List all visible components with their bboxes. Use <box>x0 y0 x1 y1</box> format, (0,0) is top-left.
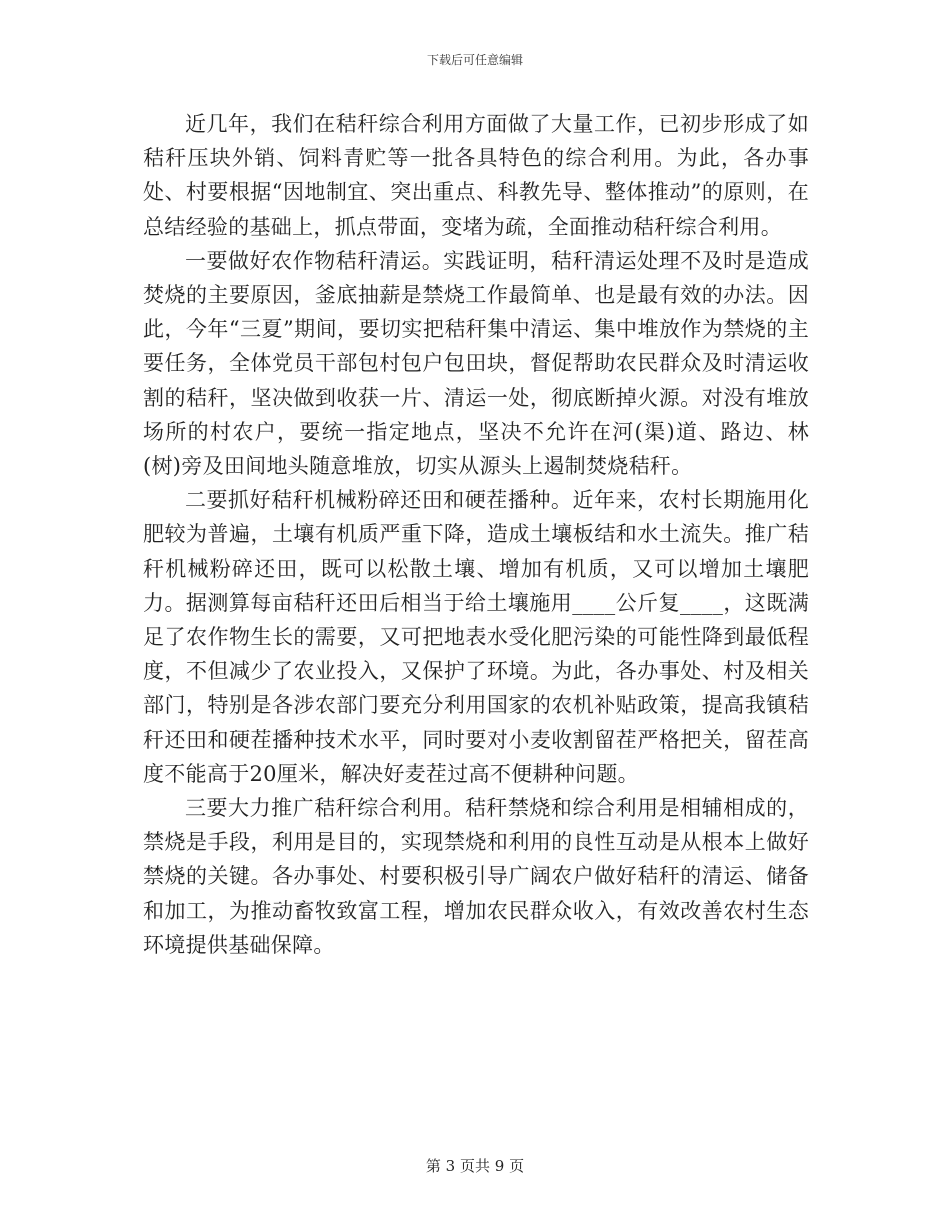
paragraph-intro: 近几年，我们在秸秆综合利用方面做了大量工作，已初步形成了如秸秆压块外销、饲料青贮等一批各具特色的综合利用。为此，各办事处、村要根据“因地制宜、突出重点、科教先导、整体推动”的原则，在总结经验的基础上，抓点带面，变堵为疏，全面推动秸秆综合利用。 <box>143 112 809 239</box>
paragraph-straw-clearance: 一要做好农作物秸秆清运。实践证明，秸秆清运处理不及时是造成焚烧的主要原因，釜底抽薪是禁烧工作最简单、也是最有效的办法。因此，今年“三夏”期间，要切实把秸秆集中清运、集中堆放作为禁烧的主要任务，全体党员干部包村包户包田块，督促帮助农民群众及时清运收割的秸秆，坚决做到收获一片、清运一处，彻底断掉火源。对没有堆放场所的村农户，要统一指定地点，坚决不允许在河(渠)道、路边、林(树)旁及田间地头随意堆放，切实从源头上遏制焚烧秸秆。 <box>143 248 809 479</box>
document-body <box>143 107 809 962</box>
page-header: 下载后可任意编辑 <box>426 53 523 67</box>
paragraph-mechanical-return: 二要抓好秸秆机械粉碎还田和硬茬播种。近年来，农村长期施用化肥较为普遍，土壤有机质严重下降，造成土壤板结和水土流失。推广秸秆机械粉碎还田，既可以松散土壤、增加有机质，又可以增加土壤肥力。据测算每亩秸秆还田后相当于给土壤施用____公斤复____，这既满足了农作物生长的需要，又可把地表水受化肥污染的可能性降到最低程度，不但减少了农业投入，又保护了环境。为此，各办事处、村及相关部门，特别是各涉农部门要充分利用国家的农机补贴政策，提高我镇秸秆还田和硬茬播种技术水平，同时要对小麦收割留茬严格把关，留茬高度不能高于20厘米，解决好麦茬过高不便耕种问题。 <box>143 488 809 786</box>
paragraph-comprehensive-use: 三要大力推广秸秆综合利用。秸秆禁烧和综合利用是相辅相成的，禁烧是手段，利用是目的，实现禁烧和利用的良性互动是从根本上做好禁烧的关键。各办事处、村要积极引导广阔农户做好秸秆的清运、储备和加工，为推动畜牧致富工程，增加农民群众收入，有效改善农村生态环境提供基础保障。 <box>143 796 809 957</box>
page-number: 第 3 页共 9 页 <box>425 1157 525 1175</box>
